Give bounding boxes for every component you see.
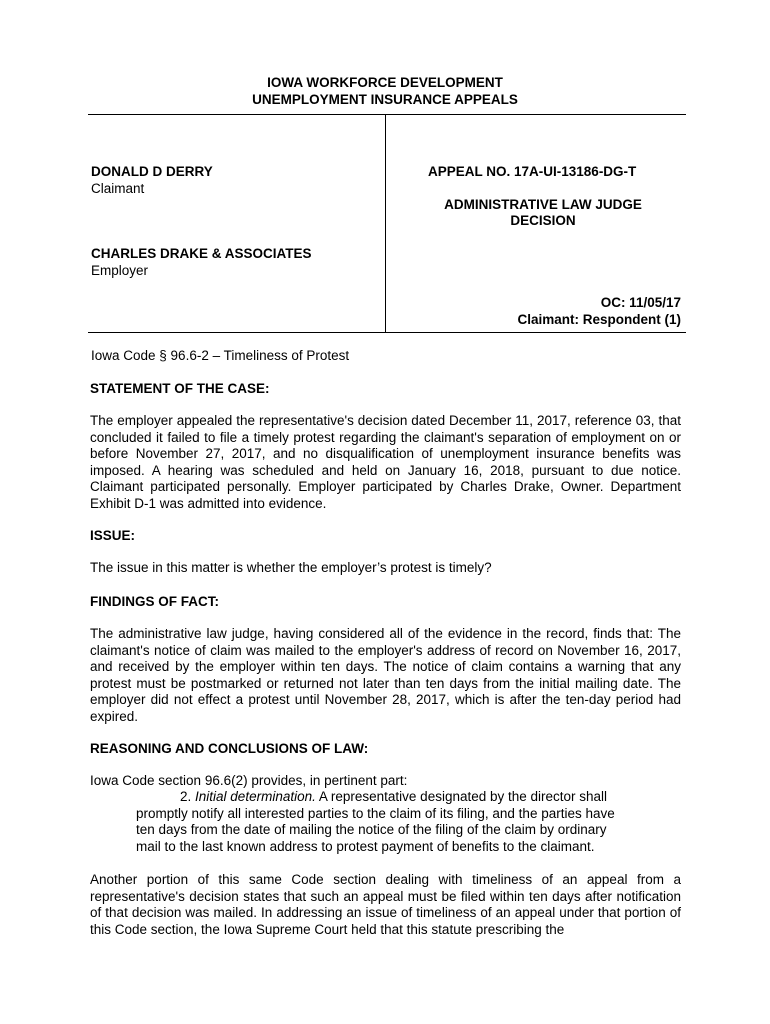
appeal-number: APPEAL NO. 17A-UI-13186-DG-T [428, 164, 637, 179]
reasoning-paragraph: Another portion of this same Code section dealing with timeliness of an appeal from a representative's decision states that such an appeal must be filed within ten days after notification of that decision was mailed. In addressing an issue of timeliness of an appeal under that portion of this Code section, the Iowa Supreme Court held that this statute prescribing the [90, 872, 681, 937]
statute-quote [136, 789, 634, 855]
claimant-status: Claimant: Respondent (1) [517, 312, 681, 327]
caption-divider [385, 115, 386, 333]
agency-title: IOWA WORKFORCE DEVELOPMENT [267, 75, 503, 90]
statement-heading: STATEMENT OF THE CASE: [90, 381, 270, 396]
decision-title-line2: DECISION [510, 213, 576, 228]
division-title: UNEMPLOYMENT INSURANCE APPEALS [252, 92, 518, 107]
claimant-name: DONALD D DERRY [91, 164, 213, 179]
decision-title-line1: ADMINISTRATIVE LAW JUDGE [444, 197, 642, 212]
quote-text: A representative designated by the director shall promptly notify all interested parties to the claim of its filing, and the parties have ten days from the date of mailing the notice of the filing of the claim by ordinary mail to the last known address to protest payment of benefits to the claimant. [136, 789, 615, 854]
caption-bottom-rule [88, 332, 686, 333]
quote-title: Initial determination. [195, 789, 316, 804]
issue-heading: ISSUE: [90, 528, 136, 543]
oc-date: OC: 11/05/17 [600, 295, 681, 310]
employer-role: Employer [91, 263, 149, 278]
claimant-role: Claimant [91, 181, 145, 196]
statute-intro: Iowa Code section 96.6(2) provides, in pertinent part: [90, 773, 408, 788]
caption-top-rule [88, 114, 686, 115]
statement-paragraph: The employer appealed the representative's decision dated December 11, 2017, reference 03, that concluded it failed to file a timely protest regarding the claimant's separation of employment on or before November 27, 2017, and no disqualification of unemployment insurance benefits was imposed. A hearing was scheduled and held on January 16, 2018, pursuant to due notice. Claimant participated personally. Employer participated by Charles Drake, Owner. Department Exhibit D-1 was admitted into evidence. [90, 413, 681, 511]
findings-heading: FINDINGS OF FACT: [90, 594, 219, 609]
findings-paragraph: The administrative law judge, having considered all of the evidence in the record, finds that: The claimant's notice of claim was mailed to the employer's address of record on November 16, 2017, and received by the employer within ten days. The notice of claim contains a warning that any protest must be postmarked or returned not later than ten days from the initial mailing date. The employer did not effect a protest until November 28, 2017, which is after the ten-day period had expired. [90, 626, 681, 724]
employer-name: CHARLES DRAKE & ASSOCIATES [91, 246, 312, 261]
reasoning-heading: REASONING AND CONCLUSIONS OF LAW: [90, 741, 369, 756]
code-reference: Iowa Code § 96.6-2 – Timeliness of Protest [91, 348, 350, 363]
quote-number: 2. [180, 789, 192, 804]
issue-paragraph: The issue in this matter is whether the employer’s protest is timely? [90, 560, 492, 575]
